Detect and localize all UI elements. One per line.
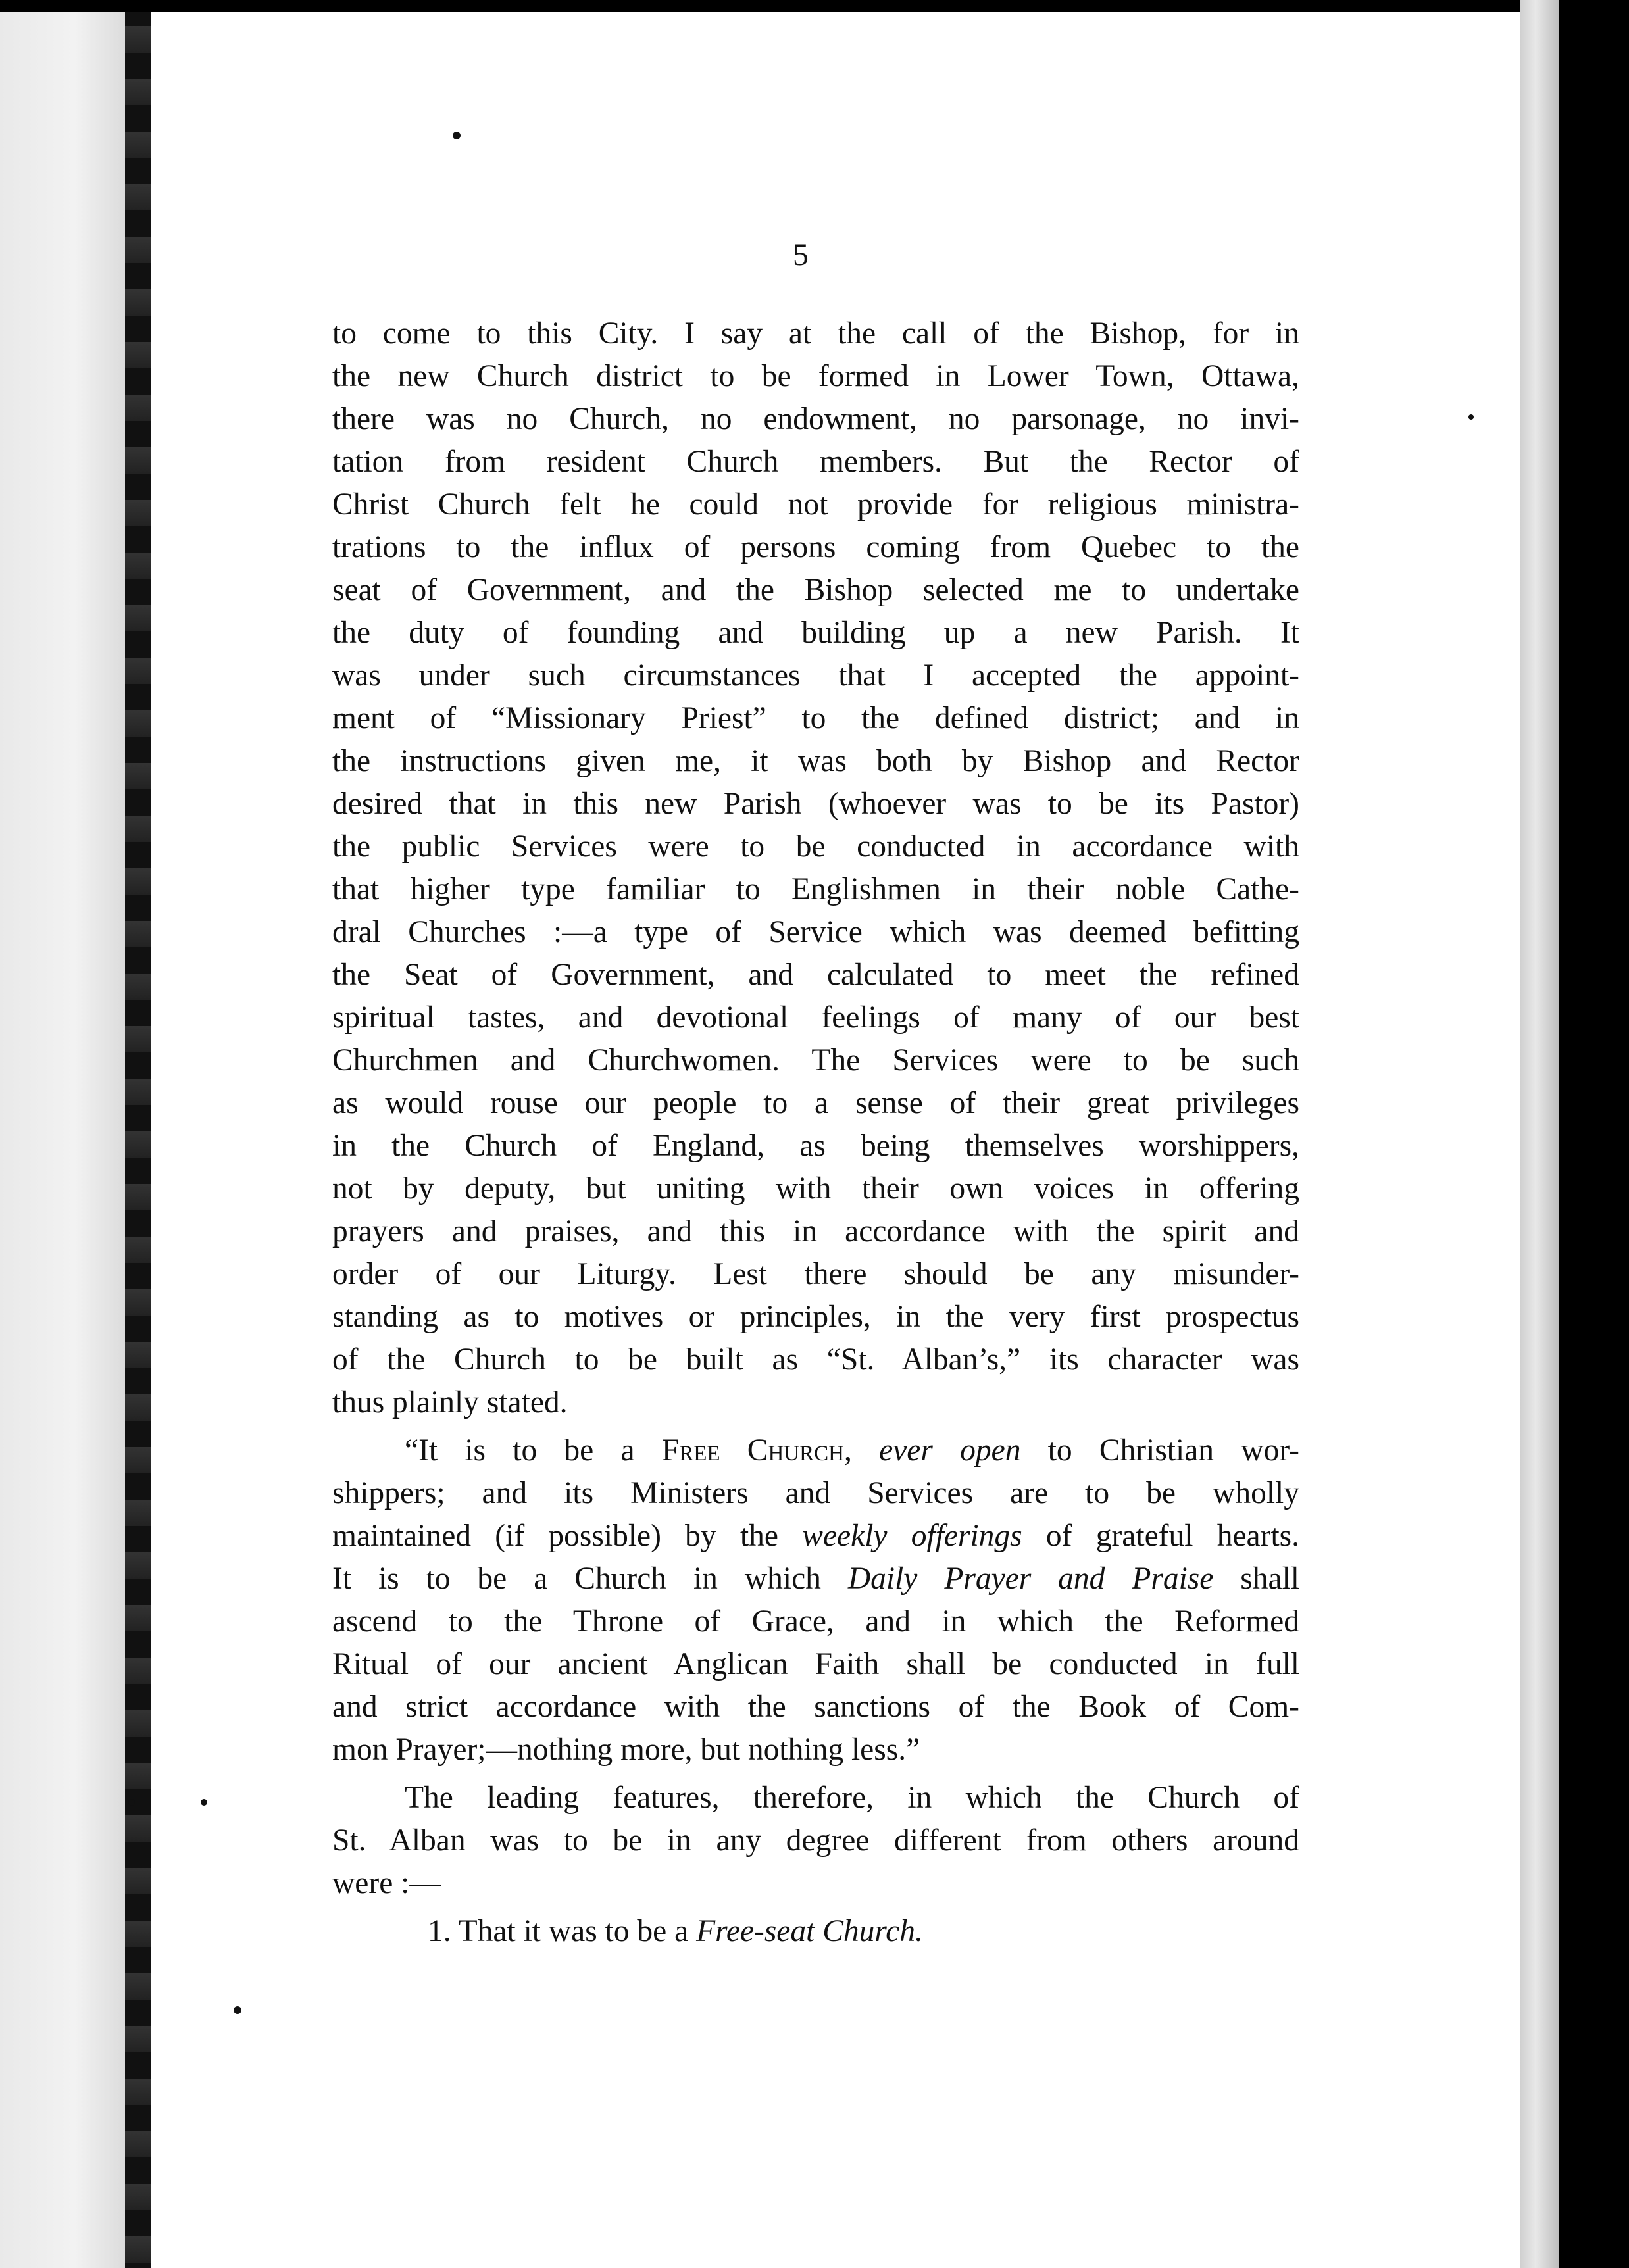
text-line: the instructions given me, it was both by Bishop and Rector <box>332 744 1299 778</box>
text-line: seat of Government, and the Bishop selected me to undertake <box>332 573 1299 607</box>
quote-line: ascend to the Throne of Grace, and in which the Reformed <box>332 1604 1299 1639</box>
speck-mark <box>453 132 461 139</box>
text-line: that higher type familiar to Englishmen in their noble Cathe- <box>332 872 1299 906</box>
quote-line: It is to be a Church in which Daily Prayer and Praise shall <box>332 1562 1299 1596</box>
text-line: dral Churches :—a type of Service which was deemed befitting <box>332 915 1299 949</box>
text-line: desired that in this new Parish (whoever was to be its Pastor) <box>332 787 1299 821</box>
text-line: order of our Liturgy. Lest there should be any misunder- <box>332 1257 1299 1291</box>
text-line: prayers and praises, and this in accordance with the spirit and <box>332 1214 1299 1248</box>
text-line: as would rouse our people to a sense of their great privileges <box>332 1086 1299 1120</box>
text-line: spiritual tastes, and devotional feelings of many of our best <box>332 1000 1299 1035</box>
book-binding <box>125 0 151 2268</box>
features-line: The leading features, therefore, in which the Church of <box>405 1781 1299 1815</box>
text-line: in the Church of England, as being themselves worshippers, <box>332 1129 1299 1163</box>
text-line: the new Church district to be formed in Lower Town, Ottawa, <box>332 359 1299 393</box>
quote-line: shippers; and its Ministers and Services are to be wholly <box>332 1476 1299 1510</box>
body-text <box>332 312 1299 1953</box>
speck-mark <box>234 2006 241 2014</box>
facing-page-edge <box>0 0 125 2268</box>
text-line: Christ Church felt he could not provide for religious ministra- <box>332 487 1299 522</box>
text-line: ment of “Missionary Priest” to the defined district; and in <box>332 701 1299 735</box>
text-line: there was no Church, no endowment, no parsonage, no invi- <box>332 402 1299 436</box>
text-line: the public Services were to be conducted in accordance with <box>332 829 1299 864</box>
text-line: was under such circumstances that I accepted the appoint- <box>332 658 1299 693</box>
quote-line: “It is to be a Free Church, ever open to Christian wor- <box>405 1433 1299 1467</box>
quote-line: mon Prayer;—nothing more, but nothing less.” <box>332 1733 920 1767</box>
text-line: tation from resident Church members. But the Rector of <box>332 445 1299 479</box>
page-number: 5 <box>793 237 809 272</box>
text-line: not by deputy, but uniting with their own voices in offering <box>332 1171 1299 1206</box>
text-line: to come to this City. I say at the call of the Bishop, for in <box>332 316 1299 351</box>
speck-mark <box>1468 414 1474 420</box>
text-line: trations to the influx of persons coming from Quebec to the <box>332 530 1299 564</box>
features-line: were :— <box>332 1866 441 1900</box>
speck-mark <box>128 1799 135 1806</box>
text-line: of the Church to be built as “St. Alban’s,” its character was <box>332 1343 1299 1377</box>
speck-mark <box>201 1799 207 1806</box>
features-line: St. Alban was to be in any degree different from others around <box>332 1823 1299 1858</box>
text-line: the duty of founding and building up a new Parish. It <box>332 616 1299 650</box>
text-line: thus plainly stated. <box>332 1385 568 1419</box>
text-line: standing as to motives or principles, in the very first prospectus <box>332 1300 1299 1334</box>
text-line: the Seat of Government, and calculated to meet the refined <box>332 958 1299 992</box>
text-line: Churchmen and Churchwomen. The Services were to be such <box>332 1043 1299 1077</box>
page-edge-strip <box>1520 0 1559 2268</box>
quote-line: maintained (if possible) by the weekly offerings of grateful hearts. <box>332 1519 1299 1553</box>
quote-line: and strict accordance with the sanctions of the Book of Com- <box>332 1690 1299 1724</box>
quote-line: Ritual of our ancient Anglican Faith shall be conducted in full <box>332 1647 1299 1681</box>
list-item: 1. That it was to be a Free-seat Church. <box>428 1914 923 1948</box>
top-scan-border <box>0 0 1629 12</box>
